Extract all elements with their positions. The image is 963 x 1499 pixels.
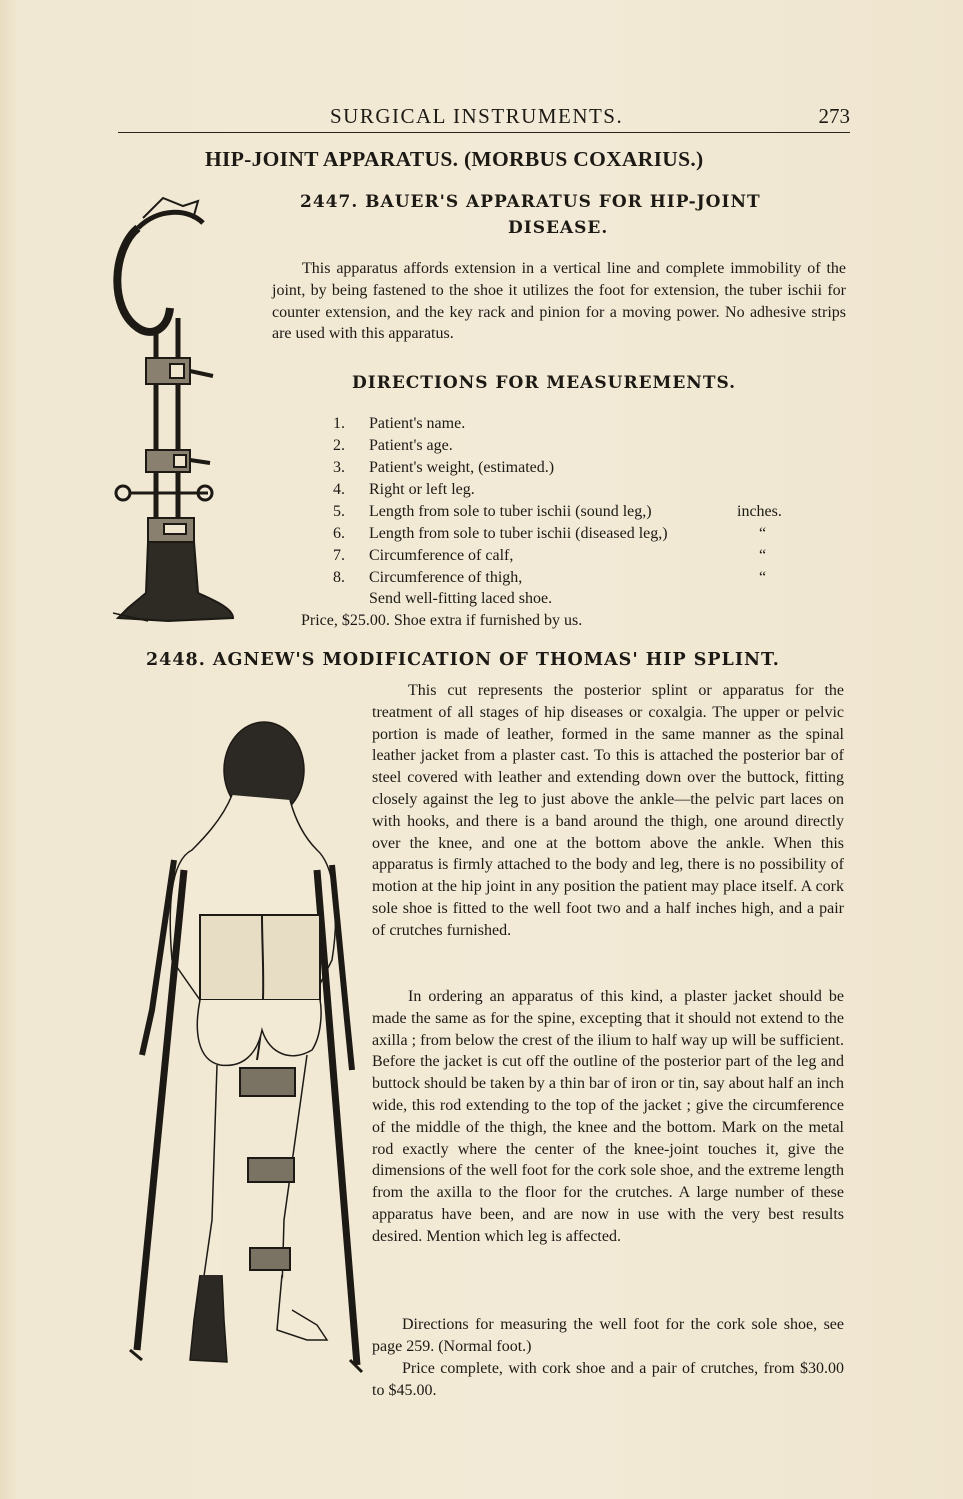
running-head-title: SURGICAL INSTRUMENTS.	[330, 104, 624, 128]
agnew-price: Price complete, with cork shoe and a pair of crutches, from $30.00 to $45.00.	[372, 1360, 844, 1399]
agnew-heading: 2448. AGNEW'S MODIFICATION OF THOMAS' HIP SPLINT.	[146, 650, 780, 670]
list-item: 3. Patient's weight, (estimated.)	[333, 459, 555, 476]
agnew-paragraph-1: This cut represents the posterior splint or apparatus for the treatment of all stages of hip diseases or coxalgia. The upper or pelvic portion is made of leather, formed in the same manner as the spinal leather jacket from a plaster cast. To this is attached the posterior bar of steel covered with leather and extending down over the buttock, fitting closely against the leg to just above the ankle—the pelvic part laces on with hooks, and there is a band around the thigh, one around directly over the knee, and one at the bottom above the ankle. When this apparatus is firmly attached to the body and leg, there is no possibility of motion at the hip joint in any position the patient may place itself. A cork sole shoe is fitted to the well foot two and a half inches high, and a pair of crutches furnished.	[372, 682, 844, 939]
list-item: 6. Length from sole to tuber ischii (diseased leg,) “	[333, 525, 767, 542]
agnew-paragraph-3: Directions for measuring the well foot for the cork sole shoe, see page 259. (Normal foot.)	[372, 1316, 844, 1355]
send-note: Send well-fitting laced shoe.	[369, 590, 553, 607]
agnew-paragraph-2: In ordering an apparatus of this kind, a plaster jacket should be made the same as for the spine, excepting that it should not extend to the axilla ; from below the crest of the ilium to half way up will be sufficient. Before the jacket is cut off the outline of the posterior part of the leg and buttock should be taken by a thin bar of iron or tin, say about half an inch wide, this rod extending to the top of the jacket ; give the circumference of the middle of the thigh, the knee and the bottom. Mark on the metal rod exactly where the center of the knee-joint touches it, give the dimensions of the well foot for the cork sole shoe, and the extreme length from the axilla to the floor for the crutches. A large number of these apparatus have been, and are now in use with the very best results desired. Mention which leg is affected.	[372, 988, 844, 1245]
bauer-description: This apparatus affords extension in a vertical line and complete immobility of the joint, by being fastened to the shoe it utilizes the foot for extension, the tuber ischii for counter extension, and the key rack and pinion for a moving power. No adhesive strips are used with this apparatus.	[272, 260, 846, 343]
directions-heading: DIRECTIONS FOR MEASUREMENTS.	[352, 373, 737, 393]
bauer-price: Price, $25.00. Shoe extra if furnished by us.	[301, 612, 583, 629]
page-number: 273	[818, 104, 850, 128]
main-heading: HIP-JOINT APPARATUS. (MORBUS COXARIUS.)	[205, 147, 704, 171]
agnew-splint-illustration	[112, 700, 374, 1390]
list-item: 1. Patient's name.	[333, 415, 466, 432]
list-item: 7. Circumference of calf, “	[333, 547, 767, 564]
bauer-heading-line1: 2447. BAUER'S APPARATUS FOR HIP-JOINT	[300, 192, 761, 212]
directions-list	[333, 413, 803, 589]
list-item: 5. Length from sole to tuber ischii (sound leg,) inches.	[333, 503, 782, 520]
list-item: 4. Right or left leg.	[333, 481, 475, 498]
list-item: 8. Circumference of thigh, “	[333, 569, 767, 586]
bauer-apparatus-illustration	[108, 188, 248, 633]
list-item: 2. Patient's age.	[333, 437, 453, 454]
running-head	[120, 104, 850, 130]
bauer-heading-line2: DISEASE.	[508, 218, 609, 238]
header-rule	[118, 132, 850, 133]
